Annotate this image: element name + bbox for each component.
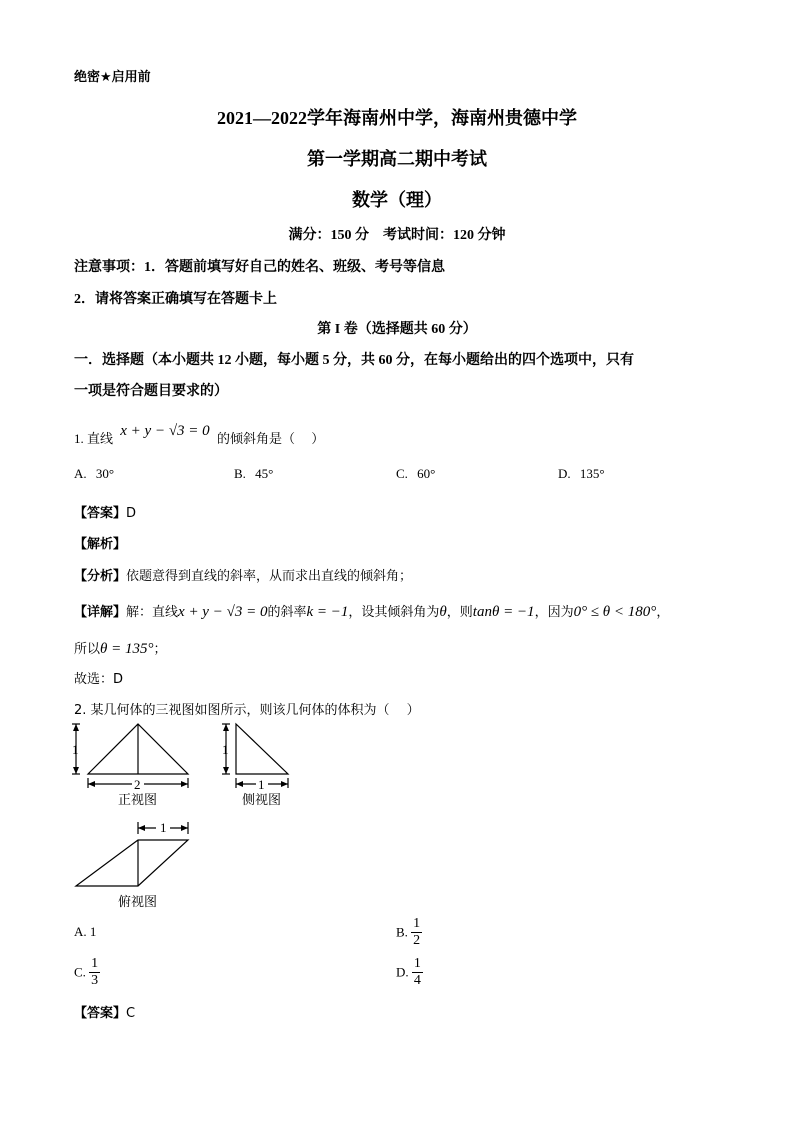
notice-item-1: 注意事项：1．答题前填写好自己的姓名、班级、考号等信息 bbox=[74, 260, 445, 275]
part-title: 第 I 卷（选择题共 60 分） bbox=[317, 322, 477, 337]
detail-text-c: ，设其倾斜角为 bbox=[348, 605, 440, 620]
option-label: B. bbox=[234, 466, 246, 481]
option-value: 135° bbox=[579, 466, 605, 481]
option-label: A. bbox=[74, 924, 87, 939]
exam-title-line1: 2021—2022学年海南州中学，海南州贵德中学 bbox=[217, 108, 577, 128]
side-view-shape bbox=[236, 724, 288, 774]
notice-item-2: 2．请将答案正确填写在答题卡上 bbox=[74, 292, 277, 307]
front-view-shape bbox=[88, 724, 188, 774]
score-and-time: 满分：150 分 考试时间：120 分钟 bbox=[288, 228, 506, 243]
exam-title-line2: 第一学期高二期中考试 bbox=[307, 149, 487, 169]
side-height-label: 1 bbox=[222, 742, 229, 757]
section-instructions-line2: 一项是符合题目要求的） bbox=[74, 384, 228, 399]
fenxi-text: 依题意得到直线的斜率，从而求出直线的倾斜角； bbox=[126, 569, 413, 584]
option-label: A. bbox=[74, 466, 87, 481]
q1-stem bbox=[74, 423, 325, 448]
detail-slope: k = −1 bbox=[306, 604, 349, 620]
option-label: B. bbox=[396, 924, 408, 940]
q2-option-b[interactable] bbox=[396, 916, 422, 949]
top-view-shape bbox=[76, 840, 188, 886]
detail-equation: x + y − √3 = 0 bbox=[178, 604, 268, 620]
option-value: 30° bbox=[95, 466, 115, 481]
q1-choice: 故选：D bbox=[74, 672, 124, 687]
detail-text-a: 解：直线 bbox=[126, 605, 179, 620]
q2-stem: 2. 某几何体的三视图如图所示，则该几何体的体积为（ ） bbox=[74, 703, 420, 718]
answer-tag: 【答案】 bbox=[74, 1006, 127, 1021]
exam-subject: 数学（理） bbox=[352, 190, 442, 210]
q1-option-a[interactable] bbox=[74, 466, 114, 482]
front-height-label: 1 bbox=[72, 742, 79, 757]
q2-option-a[interactable] bbox=[74, 924, 96, 940]
q1-option-c[interactable] bbox=[396, 466, 435, 482]
q1-prefix: 1. 直线 bbox=[74, 431, 114, 446]
q1-fenxi bbox=[74, 565, 412, 584]
section-instructions-line1: 一．选择题（本小题共 12 小题，每小题 5 分，共 60 分，在每小题给出的四个选项中，只有 bbox=[74, 353, 634, 368]
option-fraction: $\frac{1}{3}$ bbox=[91, 956, 99, 988]
answer-tag: 【答案】 bbox=[74, 506, 127, 521]
q1-suffix: 的倾斜角是（ ） bbox=[216, 431, 325, 446]
top-view-caption: 俯视图 bbox=[118, 894, 158, 909]
detail-range: 0° ≤ θ < 180° bbox=[573, 604, 657, 620]
three-view-figure bbox=[70, 716, 310, 912]
front-view-caption: 正视图 bbox=[118, 792, 158, 807]
q1-answer bbox=[74, 502, 136, 521]
detail-text-b: 的斜率 bbox=[267, 605, 307, 620]
q1-equation: x + y − √3 = 0 bbox=[120, 423, 210, 439]
option-label: C. bbox=[74, 964, 86, 980]
detail-text-d: ，则 bbox=[446, 605, 473, 620]
answer-value: D bbox=[126, 506, 137, 521]
q1-option-d[interactable] bbox=[558, 466, 605, 482]
detail-text-e: ，因为 bbox=[534, 605, 574, 620]
option-value: 60° bbox=[417, 466, 436, 481]
q1-option-b[interactable] bbox=[234, 466, 273, 482]
side-width-label: 1 bbox=[258, 777, 265, 792]
detail-theta: θ bbox=[439, 604, 447, 620]
option-value: 1 bbox=[89, 924, 97, 939]
detail-tan: tanθ = −1 bbox=[472, 604, 535, 620]
q2-answer bbox=[74, 1002, 135, 1021]
option-label: D. bbox=[396, 964, 409, 980]
option-fraction: $\frac{1}{4}$ bbox=[413, 956, 421, 988]
answer-value: C bbox=[126, 1006, 136, 1021]
fenxi-tag: 【分析】 bbox=[74, 569, 127, 584]
q1-detail bbox=[74, 601, 669, 621]
detail-text-f: ， bbox=[656, 605, 670, 620]
q1-conclusion bbox=[74, 638, 167, 658]
conclusion-text-a: 所以 bbox=[74, 642, 101, 657]
detail-tag: 【详解】 bbox=[74, 605, 127, 620]
option-label: D. bbox=[558, 466, 571, 481]
option-label: C. bbox=[396, 466, 408, 481]
conclusion-text-b: ； bbox=[153, 642, 167, 657]
q2-option-c[interactable] bbox=[74, 956, 100, 989]
q1-analysis-heading bbox=[74, 533, 126, 552]
q2-option-d[interactable] bbox=[396, 956, 423, 989]
conclusion-equation: θ = 135° bbox=[100, 641, 154, 657]
front-width-label: 2 bbox=[134, 777, 141, 792]
side-view-caption: 侧视图 bbox=[242, 792, 282, 807]
analysis-tag: 【解析】 bbox=[74, 537, 127, 552]
top-width-label: 1 bbox=[160, 820, 167, 835]
confidential-mark: 绝密★启用前 bbox=[74, 70, 151, 85]
option-fraction: $\frac{1}{2}$ bbox=[413, 916, 421, 948]
option-value: 45° bbox=[255, 466, 274, 481]
